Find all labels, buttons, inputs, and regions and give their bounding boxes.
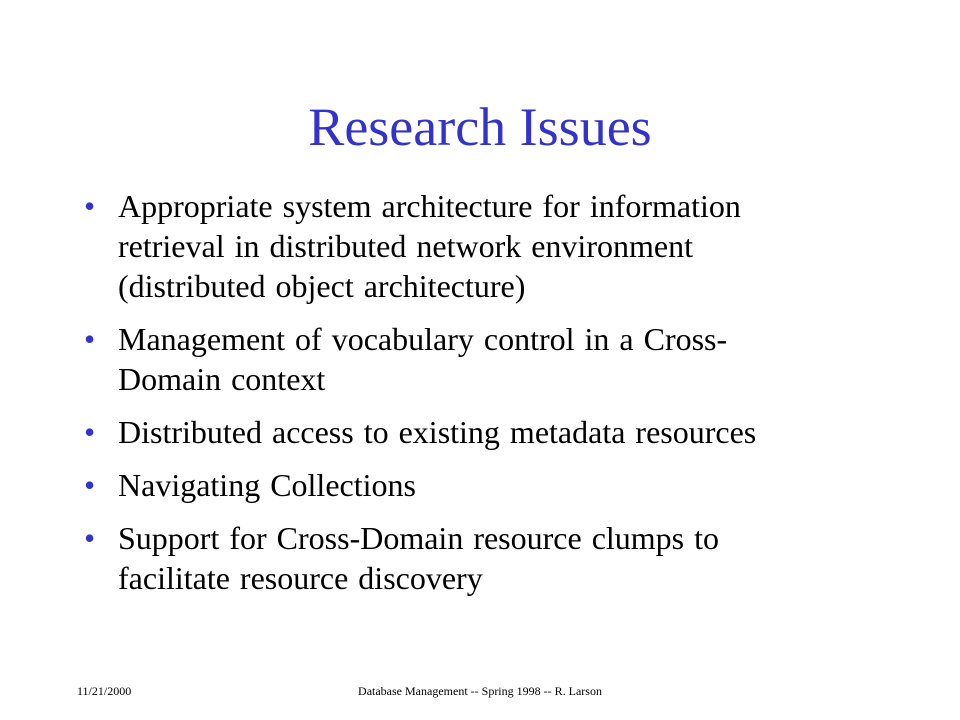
bullet-text-line: facilitate resource discovery [118, 560, 483, 596]
bullet-text-line: Distributed access to existing metadata resources [118, 414, 757, 450]
bullet-list [84, 186, 884, 611]
footer-course: Database Management -- Spring 1998 -- R. Larson [358, 684, 602, 698]
bullet-dot-icon: • [84, 188, 96, 224]
bullet-item [84, 465, 884, 505]
bullet-item [84, 412, 884, 452]
footer-date: 11/21/2000 [77, 684, 132, 698]
slide-title: Research Issues [308, 97, 652, 157]
bullet-text-line: Navigating Collections [118, 467, 416, 503]
bullet-item [84, 186, 884, 306]
bullet-dot-icon: • [84, 467, 96, 503]
bullet-text-line: Management of vocabulary control in a Cross- [118, 321, 728, 357]
bullet-item [84, 319, 884, 399]
bullet-text-line: Support for Cross-Domain resource clumps to [118, 520, 720, 556]
bullet-dot-icon: • [84, 414, 96, 450]
bullet-dot-icon: • [84, 520, 96, 556]
bullet-text-line: (distributed object architecture) [118, 268, 526, 304]
bullet-text-line: retrieval in distributed network environment [118, 228, 693, 264]
bullet-text-line: Domain context [118, 361, 326, 397]
bullet-text-line: Appropriate system architecture for information [118, 188, 741, 224]
bullet-dot-icon: • [84, 321, 96, 357]
bullet-item [84, 518, 884, 598]
